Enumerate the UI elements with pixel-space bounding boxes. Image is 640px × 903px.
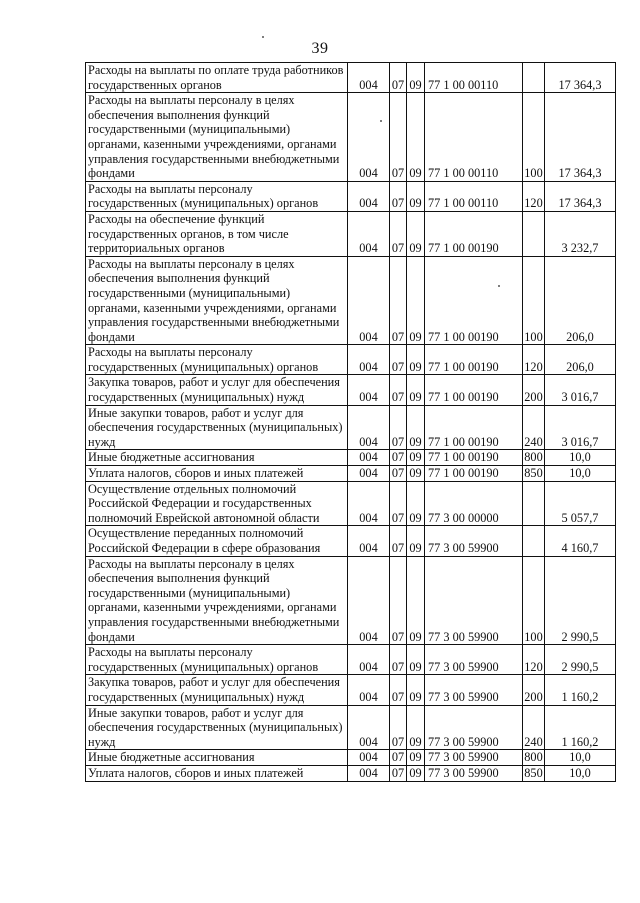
section-code-cell: 07 (390, 211, 407, 256)
target-article-code-cell: 77 1 00 00190 (425, 450, 523, 466)
amount-cell: 2 990,5 (545, 556, 616, 645)
grbs-code-cell: 004 (348, 750, 390, 766)
subsection-code-cell: 09 (407, 750, 425, 766)
section-code-cell: 07 (390, 481, 407, 526)
grbs-code-cell: 004 (348, 705, 390, 750)
section-code-cell: 07 (390, 750, 407, 766)
amount-cell: 3 232,7 (545, 211, 616, 256)
table-row (86, 181, 616, 211)
subsection-code-cell: 09 (407, 466, 425, 482)
grbs-code-cell: 004 (348, 526, 390, 556)
row-name-cell: Расходы на выплаты персоналу государственных (муниципальных) органов (86, 345, 348, 375)
section-code-cell: 07 (390, 765, 407, 781)
table-row (86, 645, 616, 675)
target-article-code-cell: 77 1 00 00190 (425, 345, 523, 375)
amount-cell: 17 364,3 (545, 63, 616, 93)
section-code-cell: 07 (390, 405, 407, 450)
row-name-cell: Иные закупки товаров, работ и услуг для обеспечения государственных (муниципальных) нужд (86, 705, 348, 750)
table-row (86, 375, 616, 405)
scan-speck (262, 36, 264, 38)
amount-cell: 206,0 (545, 345, 616, 375)
grbs-code-cell: 004 (348, 466, 390, 482)
table-row (86, 93, 616, 182)
row-name-cell: Расходы на выплаты персоналу в целях обеспечения выполнения функций государственными (муниципальными) органами, казенными учреждениями, органами управления государственными внебюджетными фондами (86, 256, 348, 345)
expense-type-code-cell (523, 63, 545, 93)
grbs-code-cell: 004 (348, 256, 390, 345)
table-row (86, 675, 616, 705)
expense-type-code-cell: 100 (523, 556, 545, 645)
budget-table (85, 62, 616, 782)
section-code-cell: 07 (390, 93, 407, 182)
grbs-code-cell: 004 (348, 405, 390, 450)
section-code-cell: 07 (390, 675, 407, 705)
table-row (86, 526, 616, 556)
subsection-code-cell: 09 (407, 675, 425, 705)
target-article-code-cell: 77 3 00 59900 (425, 645, 523, 675)
target-article-code-cell: 77 3 00 00000 (425, 481, 523, 526)
grbs-code-cell: 004 (348, 63, 390, 93)
table-row (86, 750, 616, 766)
table-row (86, 256, 616, 345)
table-row (86, 481, 616, 526)
amount-cell: 17 364,3 (545, 181, 616, 211)
section-code-cell: 07 (390, 375, 407, 405)
target-article-code-cell: 77 3 00 59900 (425, 675, 523, 705)
grbs-code-cell: 004 (348, 481, 390, 526)
target-article-code-cell: 77 3 00 59900 (425, 750, 523, 766)
row-name-cell: Иные бюджетные ассигнования (86, 450, 348, 466)
amount-cell: 206,0 (545, 256, 616, 345)
expense-type-code-cell: 850 (524, 466, 543, 481)
expense-type-code-cell (523, 526, 545, 556)
expense-type-code-cell: 120 (523, 345, 545, 375)
grbs-code-cell: 004 (348, 765, 390, 781)
amount-cell: 10,0 (545, 750, 616, 766)
expense-type-code-cell (523, 211, 545, 256)
table-row (86, 765, 616, 781)
grbs-code-cell: 004 (348, 375, 390, 405)
subsection-code-cell: 09 (407, 526, 425, 556)
section-code-cell: 07 (390, 466, 407, 482)
grbs-code-cell: 004 (348, 450, 390, 466)
target-article-code-cell: 77 1 00 00110 (425, 63, 523, 93)
subsection-code-cell: 09 (407, 481, 425, 526)
subsection-code-cell: 09 (407, 765, 425, 781)
subsection-code-cell: 09 (407, 93, 425, 182)
grbs-code-cell: 004 (348, 556, 390, 645)
target-article-code-cell: 77 3 00 59900 (425, 765, 523, 781)
section-code-cell: 07 (390, 181, 407, 211)
subsection-code-cell: 09 (407, 181, 425, 211)
grbs-code-cell: 004 (348, 345, 390, 375)
section-code-cell: 07 (390, 450, 407, 466)
target-article-code-cell: 77 1 00 00190 (425, 466, 523, 482)
section-code-cell: 07 (390, 705, 407, 750)
amount-cell: 10,0 (545, 466, 616, 482)
table-row (86, 63, 616, 93)
row-name-cell: Осуществление переданных полномочий Российской Федерации в сфере образования (86, 526, 348, 556)
row-name-cell: Расходы на выплаты по оплате труда работников государственных органов (86, 63, 348, 93)
grbs-code-cell: 004 (348, 645, 390, 675)
target-article-code-cell: 77 1 00 00110 (425, 181, 523, 211)
row-name-cell: Уплата налогов, сборов и иных платежей (86, 765, 348, 781)
amount-cell: 3 016,7 (545, 405, 616, 450)
row-name-cell: Расходы на выплаты персоналу государственных (муниципальных) органов (86, 181, 348, 211)
subsection-code-cell: 09 (407, 375, 425, 405)
expense-type-code-cell: 100 (523, 93, 545, 182)
row-name-cell: Закупка товаров, работ и услуг для обеспечения государственных (муниципальных) нужд (86, 375, 348, 405)
row-name-cell: Расходы на выплаты персоналу государственных (муниципальных) органов (86, 645, 348, 675)
section-code-cell: 07 (390, 256, 407, 345)
subsection-code-cell: 09 (407, 63, 425, 93)
amount-cell: 10,0 (545, 450, 616, 466)
expense-type-code-cell: 100 (523, 256, 545, 345)
row-name-cell: Иные закупки товаров, работ и услуг для обеспечения государственных (муниципальных) нужд (86, 405, 348, 450)
subsection-code-cell: 09 (407, 450, 425, 466)
amount-cell: 10,0 (545, 765, 616, 781)
expense-type-code-cell: 200 (523, 375, 545, 405)
budget-table-body (86, 63, 616, 782)
amount-cell: 4 160,7 (545, 526, 616, 556)
expense-type-code-cell: 240 (523, 405, 545, 450)
table-row (86, 211, 616, 256)
section-code-cell: 07 (390, 63, 407, 93)
grbs-code-cell: 004 (348, 675, 390, 705)
table-row (86, 450, 616, 466)
subsection-code-cell: 09 (407, 256, 425, 345)
expense-type-code-cell: 120 (523, 645, 545, 675)
amount-cell: 3 016,7 (545, 375, 616, 405)
table-row (86, 466, 616, 482)
row-name-cell: Расходы на выплаты персоналу в целях обеспечения выполнения функций государственными (муниципальными) органами, казенными учреждениями, органами управления государственными внебюджетными фондами (86, 556, 348, 645)
subsection-code-cell: 09 (407, 211, 425, 256)
target-article-code-cell: 77 1 00 00190 (425, 405, 523, 450)
row-name-cell: Уплата налогов, сборов и иных платежей (86, 466, 348, 482)
row-name-cell: Иные бюджетные ассигнования (86, 750, 348, 766)
expense-type-code-cell: 800 (524, 450, 543, 465)
grbs-code-cell: 004 (348, 181, 390, 211)
expense-type-code-cell: 120 (523, 181, 545, 211)
expense-type-code-cell: 200 (523, 675, 545, 705)
amount-cell: 5 057,7 (545, 481, 616, 526)
amount-cell: 17 364,3 (545, 93, 616, 182)
target-article-code-cell: 77 3 00 59900 (425, 526, 523, 556)
section-code-cell: 07 (390, 526, 407, 556)
subsection-code-cell: 09 (407, 556, 425, 645)
row-name-cell: Расходы на выплаты персоналу в целях обеспечения выполнения функций государственными (муниципальными) органами, казенными учреждениями, органами управления государственными внебюджетными фондами (86, 93, 348, 182)
grbs-code-cell: 004 (348, 211, 390, 256)
expense-type-code-cell: 800 (524, 750, 543, 765)
target-article-code-cell: 77 3 00 59900 (425, 556, 523, 645)
grbs-code-cell: 004 (348, 93, 390, 182)
amount-cell: 1 160,2 (545, 705, 616, 750)
subsection-code-cell: 09 (407, 345, 425, 375)
target-article-code-cell: 77 1 00 00110 (425, 93, 523, 182)
row-name-cell: Закупка товаров, работ и услуг для обеспечения государственных (муниципальных) нужд (86, 675, 348, 705)
target-article-code-cell: 77 1 00 00190 (425, 256, 523, 345)
subsection-code-cell: 09 (407, 705, 425, 750)
subsection-code-cell: 09 (407, 645, 425, 675)
expense-type-code-cell: 850 (524, 765, 543, 780)
target-article-code-cell: 77 1 00 00190 (425, 375, 523, 405)
page-number: 39 (311, 40, 329, 57)
section-code-cell: 07 (390, 645, 407, 675)
amount-cell: 2 990,5 (545, 645, 616, 675)
section-code-cell: 07 (390, 556, 407, 645)
expense-type-code-cell (523, 481, 545, 526)
row-name-cell: Осуществление отдельных полномочий Российской Федерации и государственных полномочий Еврейской автономной области (86, 481, 348, 526)
row-name-cell: Расходы на обеспечение функций государственных органов, в том числе территориальных органов (86, 211, 348, 256)
table-row (86, 556, 616, 645)
subsection-code-cell: 09 (407, 405, 425, 450)
table-row (86, 405, 616, 450)
table-row (86, 345, 616, 375)
table-row (86, 705, 616, 750)
amount-cell: 1 160,2 (545, 675, 616, 705)
section-code-cell: 07 (390, 345, 407, 375)
target-article-code-cell: 77 1 00 00190 (425, 211, 523, 256)
expense-type-code-cell: 240 (523, 705, 545, 750)
target-article-code-cell: 77 3 00 59900 (425, 705, 523, 750)
